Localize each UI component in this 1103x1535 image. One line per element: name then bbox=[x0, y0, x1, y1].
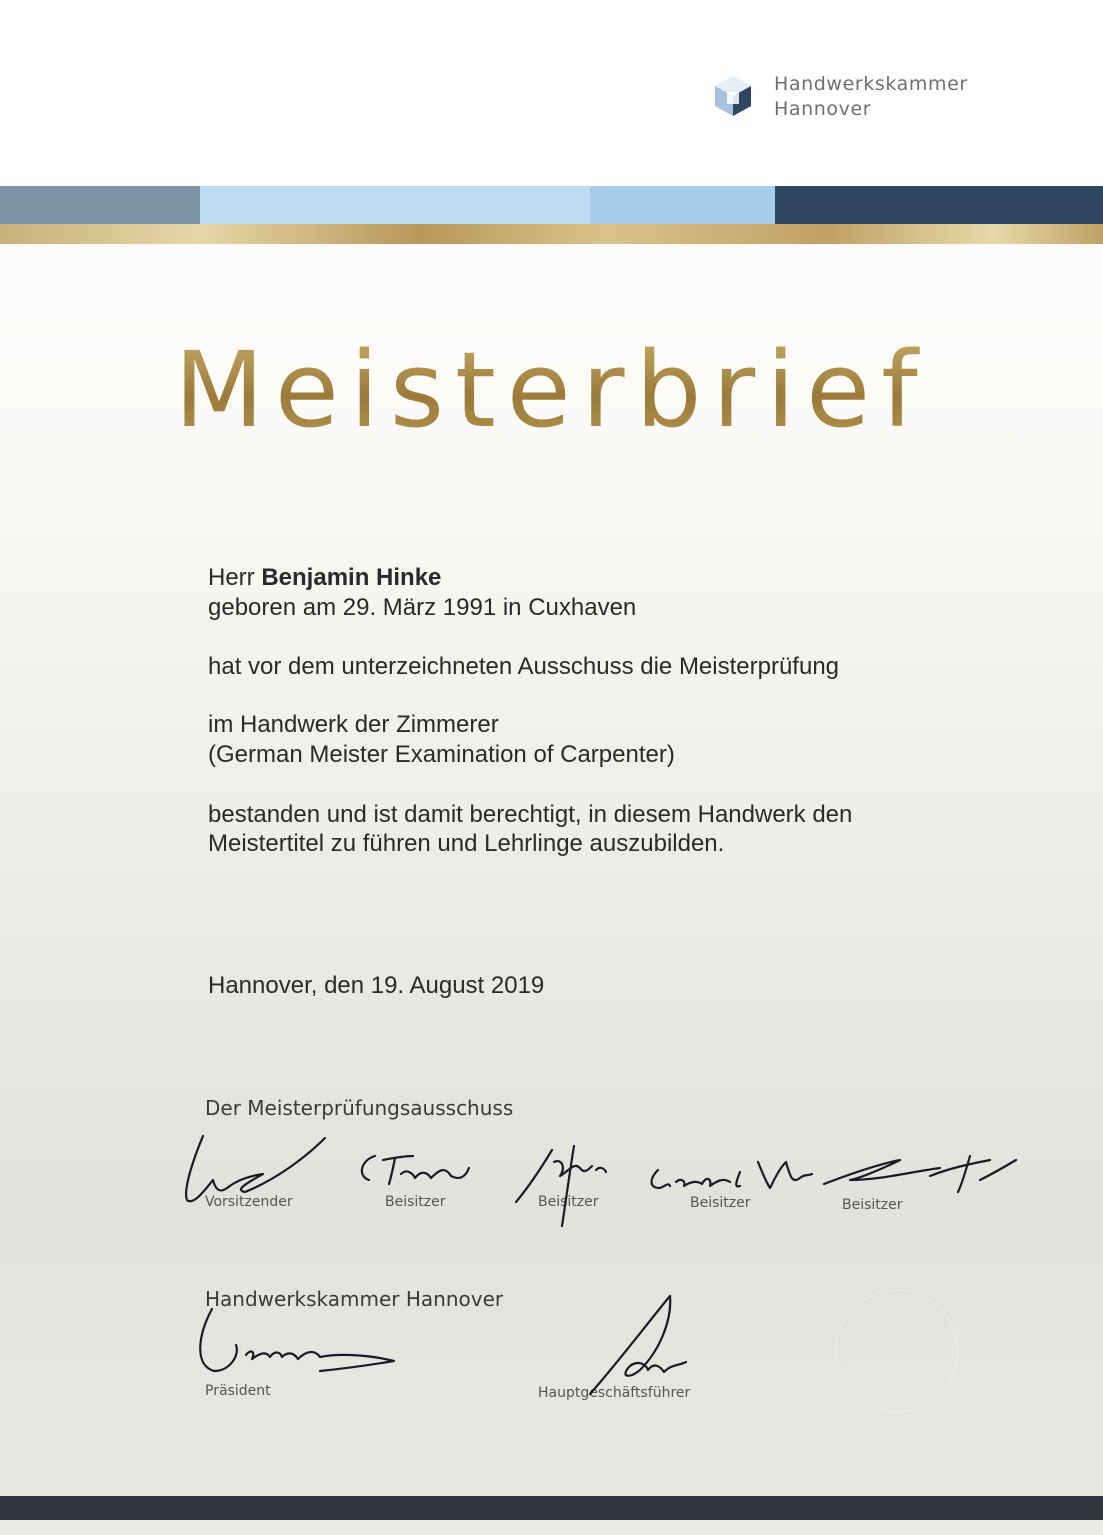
role-beisitzer-2: Beisitzer bbox=[538, 1194, 599, 1210]
role-beisitzer-1: Beisitzer bbox=[385, 1194, 446, 1210]
role-praesident: Präsident bbox=[205, 1383, 271, 1399]
trade-line: im Handwerk der Zimmerer bbox=[208, 711, 499, 738]
committee-heading: Der Meisterprüfungsausschuss bbox=[205, 1096, 514, 1120]
signature-praesident bbox=[190, 1305, 400, 1380]
header-band-1 bbox=[0, 186, 200, 224]
document-title: Meisterbrief bbox=[0, 330, 1103, 450]
signature-beisitzer-2 bbox=[512, 1140, 612, 1230]
role-hauptgeschaeftsfuehrer: Hauptgeschäftsführer bbox=[538, 1385, 691, 1401]
signature-beisitzer-4 bbox=[820, 1150, 1020, 1200]
result-line1: bestanden und ist damit berechtigt, in diesem Handwerk den bbox=[208, 801, 853, 828]
recipient-line bbox=[208, 563, 441, 593]
embossed-seal bbox=[836, 1290, 958, 1412]
role-vorsitzender: Vorsitzender bbox=[205, 1194, 293, 1210]
gold-stripe bbox=[0, 224, 1103, 244]
signature-beisitzer-1 bbox=[355, 1150, 485, 1195]
bottom-bar bbox=[0, 1496, 1103, 1520]
hwk-cube-logo-icon bbox=[711, 74, 755, 118]
signature-beisitzer-3 bbox=[640, 1152, 815, 1202]
header-band-2 bbox=[200, 186, 590, 224]
recipient-name: Benjamin Hinke bbox=[261, 564, 442, 591]
result-line2: Meistertitel zu führen und Lehrlinge auszubilden. bbox=[208, 830, 725, 857]
org-name-line2: Hannover bbox=[774, 98, 872, 120]
place-date: Hannover, den 19. August 2019 bbox=[208, 972, 545, 999]
chamber-heading: Handwerkskammer Hannover bbox=[205, 1287, 504, 1311]
role-beisitzer-4: Beisitzer bbox=[842, 1197, 903, 1213]
salutation: Herr bbox=[208, 564, 255, 591]
statement-line: hat vor dem unterzeichneten Ausschuss die Meisterprüfung bbox=[208, 653, 840, 680]
birth-line: geboren am 29. März 1991 in Cuxhaven bbox=[208, 594, 637, 621]
trade-translation: (German Meister Examination of Carpenter) bbox=[208, 741, 675, 768]
org-name-line1: Handwerkskammer bbox=[774, 73, 968, 95]
header-band-5 bbox=[775, 186, 1103, 224]
signature-hauptgeschaeftsfuehrer bbox=[560, 1290, 700, 1400]
role-beisitzer-3: Beisitzer bbox=[690, 1195, 751, 1211]
signature-vorsitzender bbox=[175, 1130, 335, 1210]
header-band-3 bbox=[590, 186, 775, 224]
